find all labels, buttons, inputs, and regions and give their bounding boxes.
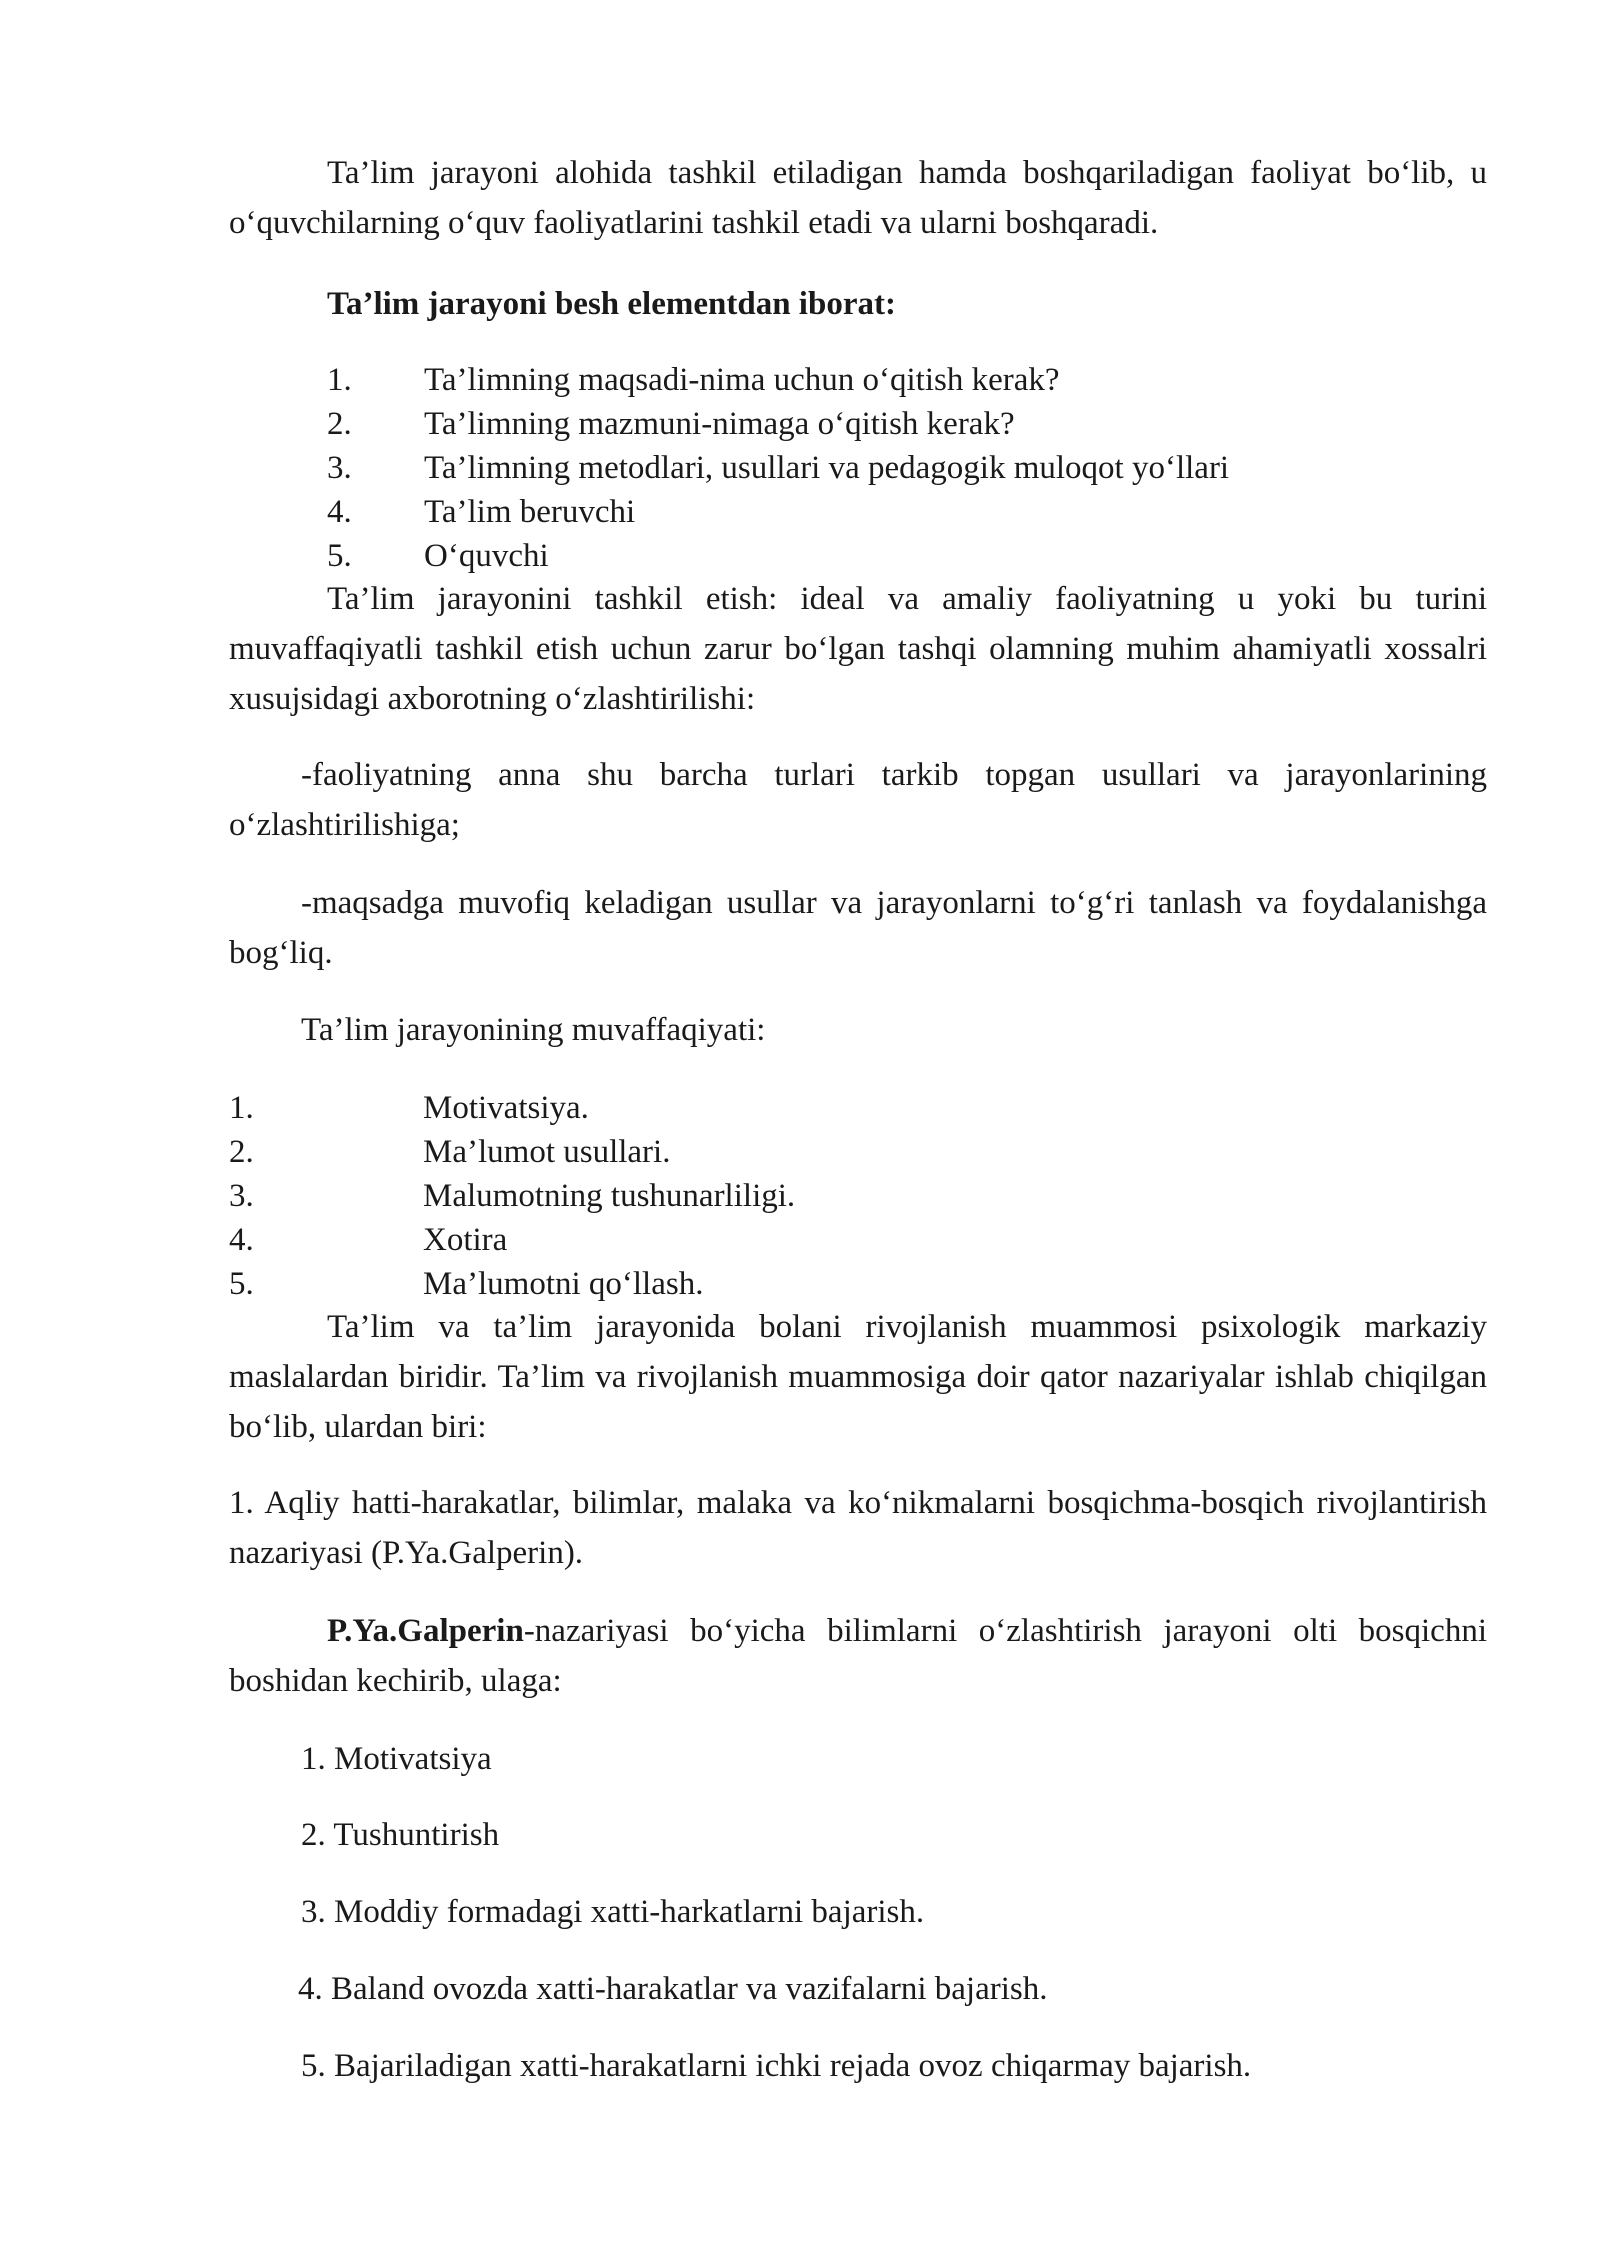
paragraph-choice: -maqsadga muvofiq keladigan usullar va jarayonlarni to‘g‘ri tanlash va foydalanishga bog‘liq. <box>229 885 1487 971</box>
list-item: 5. <box>327 538 352 574</box>
paragraph-galperin: P.Ya.Galperin-nazariyasi bo‘yicha bilimlarni o‘zlashtirish jarayoni olti bosqichni boshidan kechirib, ulaga: <box>229 1613 1487 1699</box>
list-item-text: Ta’limning metodlari, usullari va pedagogik muloqot yo‘llari <box>424 450 1230 486</box>
list-item-text: Ta’lim beruvchi <box>424 494 636 530</box>
paragraph-theory: 1. Aqliy hatti-harakatlar, bilimlar, malaka va ko‘nikmalarni bosqichma-bosqich rivojlantirish nazariyasi (P.Ya.Galperin). <box>229 1485 1487 1571</box>
list-item-text: Ma’lumot usullari. <box>423 1134 671 1170</box>
paragraph-development: Ta’lim va ta’lim jarayonida bolani rivojlanish muammosi psixologik markaziy maslalardan biridir. Ta’lim va rivojlanish muammosiga doir qator nazariyalar ishlab chiqilgan bo‘lib, ulardan biri: <box>229 1309 1487 1445</box>
list-item: 2. Tushuntirish <box>301 1817 500 1853</box>
list-item: 4. <box>327 494 352 530</box>
list-item-text: Ta’limning maqsadi-nima uchun o‘qitish kerak? <box>424 362 1060 398</box>
section-heading: Ta’lim jarayoni besh elementdan iborat: <box>327 286 896 322</box>
list-item: 4. Baland ovozda xatti-harakatlar va vazifalarni bajarish. <box>298 1971 1048 2007</box>
list-item: 3. Moddiy formadagi xatti-harkatlarni bajarish. <box>301 1894 925 1930</box>
list-item: 3. <box>327 450 352 486</box>
paragraph-organization: Ta’lim jarayonini tashkil etish: ideal va amaliy faoliyatning u yoki bu turini muvaffaqiyatli tashkil etish uchun zarur bo‘lgan tashqi olamning muhim ahamiyatli xossalri xusujsidagi axborotning o‘zlashtirilishi: <box>229 581 1487 717</box>
list-item-text: O‘quvchi <box>424 538 549 574</box>
list-item-text: Ma’lumotni qo‘llash. <box>423 1266 704 1302</box>
list-item: 4. <box>229 1222 254 1258</box>
list-item: 1. Motivatsiya <box>301 1741 492 1777</box>
list-item: 1. <box>229 1090 254 1126</box>
paragraph-methods: -faoliyatning anna shu barcha turlari tarkib topgan usullari va jarayonlarining o‘zlashtirilishiga; <box>229 757 1487 843</box>
list-item: 2. <box>229 1134 254 1170</box>
list-item: 5. Bajariladigan xatti-harakatlarni ichki rejada ovoz chiqarmay bajarish. <box>301 2048 1252 2084</box>
list-item: 2. <box>327 406 352 442</box>
list-item: 1. <box>327 362 352 398</box>
list-item-text: Xotira <box>423 1222 508 1258</box>
list-item-text: Motivatsiya. <box>423 1090 589 1126</box>
list-item-text: Ta’limning mazmuni-nimaga o‘qitish kerak? <box>424 406 1015 442</box>
paragraph-intro: Ta’lim jarayoni alohida tashkil etiladigan hamda boshqariladigan faoliyat bo‘lib, u o‘quvchilarning o‘quv faoliyatlarini tashkil etadi va ularni boshqaradi. <box>229 155 1487 241</box>
list-item-text: Malumotning tushunarliligi. <box>423 1178 796 1214</box>
list-item: 5. <box>229 1266 254 1302</box>
galperin-name: P.Ya.Galperin <box>327 1613 524 1649</box>
success-heading: Ta’lim jarayonining muvaffaqiyati: <box>301 1012 766 1048</box>
list-item: 3. <box>229 1178 254 1214</box>
